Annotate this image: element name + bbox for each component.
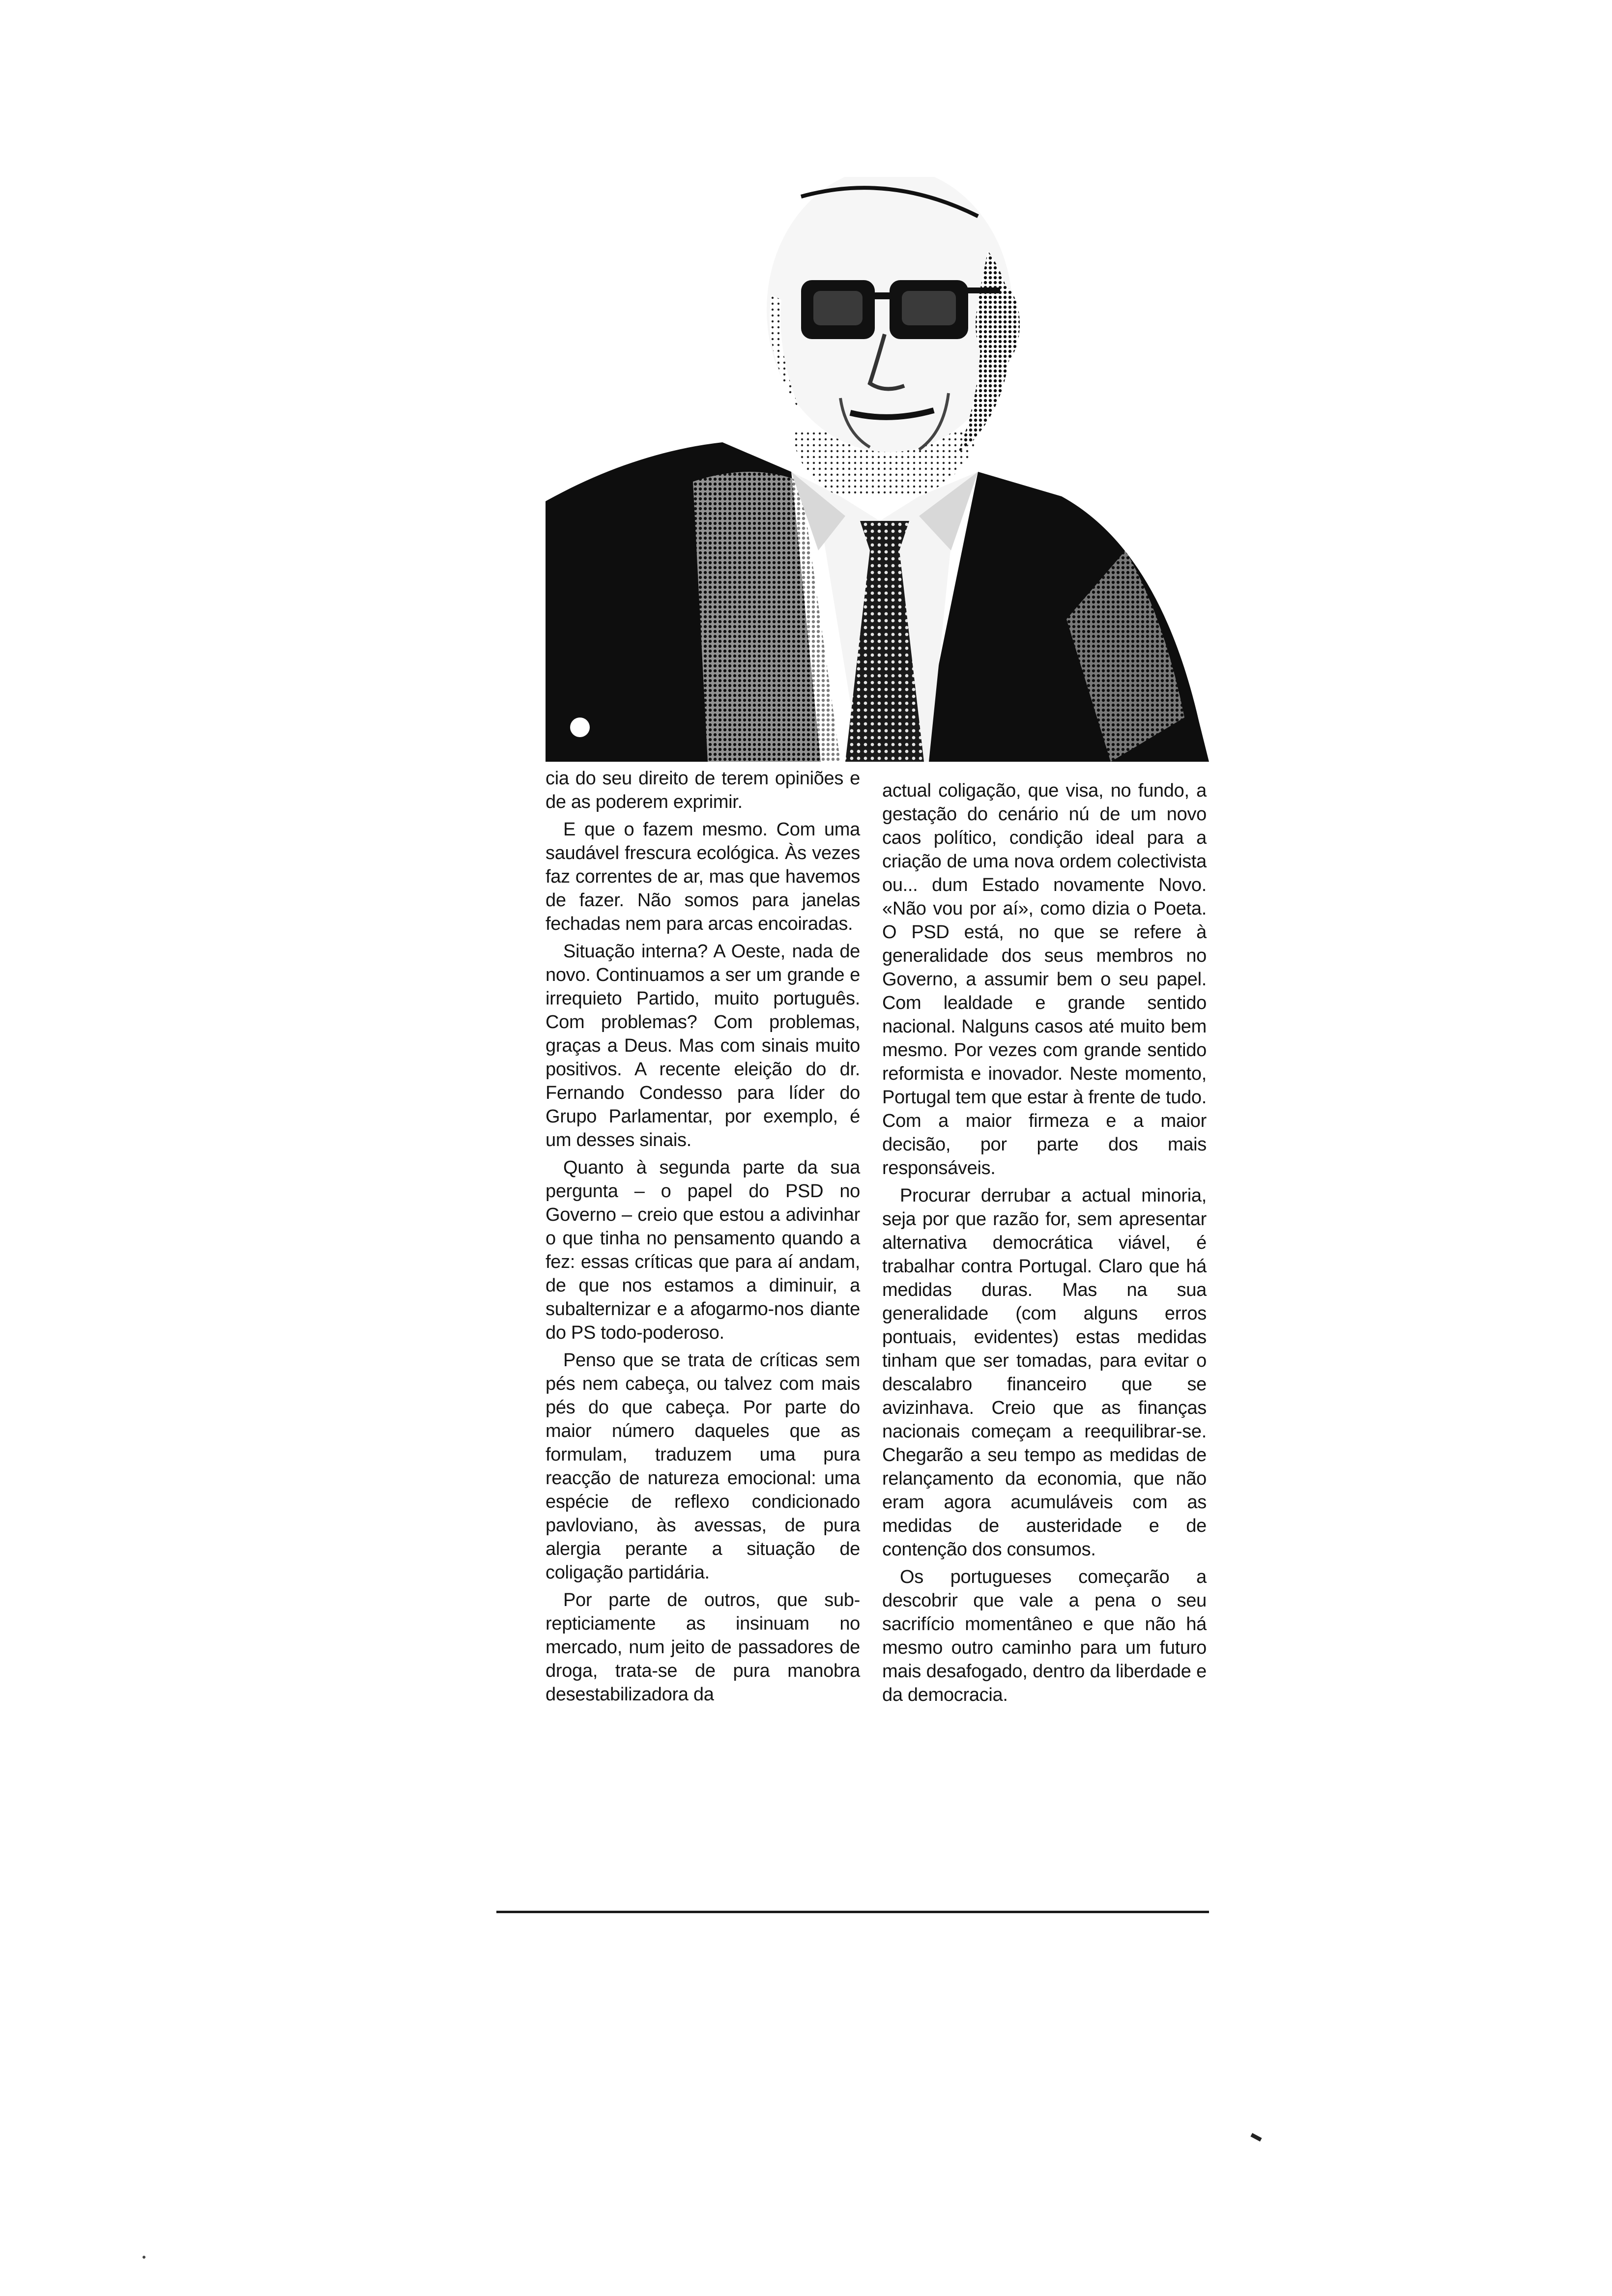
paragraph: Quanto à segunda parte da sua pergunta – o papel do PSD no Governo – creio que estou a adivinhar o que tinha no pensamento quando a fez: essas críticas que para aí andam, de que nos estamos a diminuir, a subalternizar e a afogarmo-nos diante do PS todo-poderoso. — [546, 1157, 860, 1343]
portrait-photo-icon — [546, 177, 1209, 762]
scan-speck — [143, 2256, 145, 2259]
paragraph: Por parte de outros, que sub-repticiamente as insinuam no mercado, num jeito de passadores de droga, trata-se de pura manobra desestabilizadora da — [546, 1590, 860, 1705]
paragraph: Os portugueses começarão a descobrir que vale a pena o seu sacrifício momentâneo e que não há mesmo outro caminho para um futuro mais desafogado, dentro da liberdade e da democracia. — [882, 1567, 1207, 1705]
portrait-photo — [546, 177, 1209, 762]
paragraph: Procurar derrubar a actual minoria, seja por que razão for, sem apresentar alternativa democrática viável, é trabalhar contra Portugal. Claro que há medidas duras. Mas na sua generalidade (com alguns erros pontuais, evidentes) estas medidas tinham que ser tomadas, para evitar o descalabro financeiro que se avizinhava. Creio que as finanças nacionais começam a reequilibrar-se. Chegarão a seu tempo as medidas de relançamento da economia, que não eram agora acumuláveis com as medidas de austeridade e de contenção dos consumos. — [882, 1185, 1207, 1560]
article-left-column — [546, 767, 860, 1710]
paragraph: Situação interna? A Oeste, nada de novo. Continuamos a ser um grande e irrequieto Partido, muito português. Com problemas? Com problemas, graças a Deus. Mas com sinais muito positivos. A recente eleição do dr. Fernando Condesso para líder do Grupo Parlamentar, por exemplo, é um desses sinais. — [546, 941, 860, 1150]
article-right-column — [882, 779, 1207, 1711]
paragraph: E que o fazem mesmo. Com uma saudável frescura ecológica. Às vezes faz correntes de ar, mas que havemos de fazer. Não somos para janelas fechadas nem para arcas encoiradas. — [546, 819, 860, 934]
scan-mark — [1250, 2133, 1262, 2141]
paragraph: actual coligação, que visa, no fundo, a gestação do cenário nú de um novo caos político, condição ideal para a criação de uma nova ordem colectivista ou... dum Estado novamente Novo. «Não vou por aí», como dizia o Poeta. O PSD está, no que se refere à generalidade dos seus membros no Governo, a assumir bem o seu papel. Com lealdade e grande sentido nacional. Nalguns casos até muito bem mesmo. Por vezes com grande sentido reformista e inovador. Neste momento, Portugal tem que estar à frente de tudo. Com a maior firmeza e a maior decisão, por parte dos mais responsáveis. — [882, 780, 1207, 1178]
end-rule — [496, 1911, 1209, 1913]
paragraph: Penso que se trata de críticas sem pés nem cabeça, ou talvez com mais pés do que cabeça. Por parte do maior número daqueles que as formulam, traduzem uma pura reacção de natureza emocional: uma espécie de reflexo condicionado pavloviano, às avessas, de pura alergia perante a situação de coligação partidária. — [546, 1350, 860, 1583]
paragraph: cia do seu direito de terem opiniões e de as poderem exprimir. — [546, 768, 860, 812]
